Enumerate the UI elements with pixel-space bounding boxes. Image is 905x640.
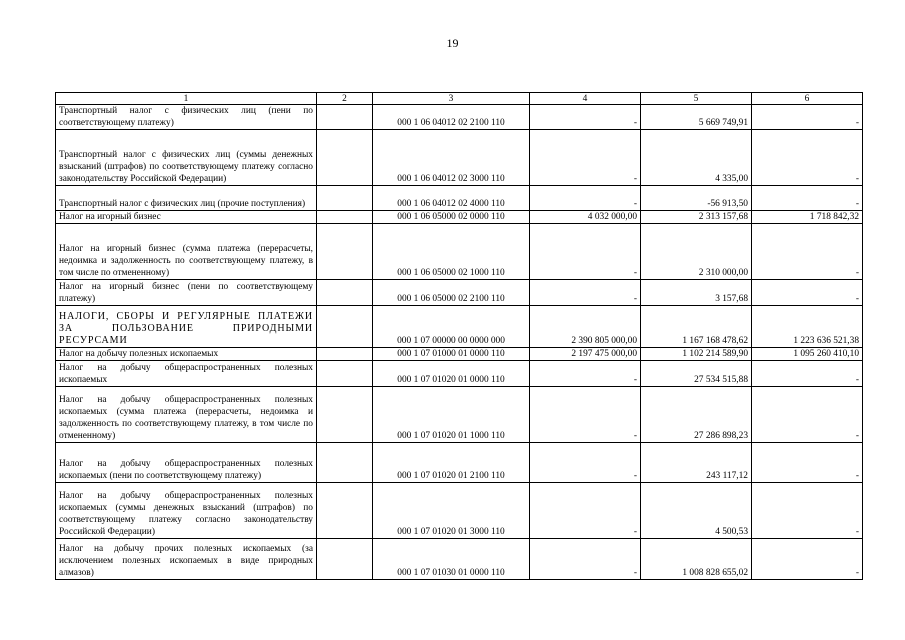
row-code: 000 1 07 01020 01 1000 110 — [373, 387, 530, 443]
row-col4: 2 390 805 000,00 — [530, 306, 641, 348]
row-name: Налог на добычу общераспространенных полезных ископаемых (сумма платежа (перерасчеты, недоимка и задолженность по соответствующему платежу, в том числе по отмененному) — [56, 387, 317, 443]
row-col6: 1 095 260 410,10 — [752, 348, 863, 361]
column-header: 2 — [317, 93, 373, 105]
row-code: 000 1 07 01000 01 0000 110 — [373, 348, 530, 361]
row-name: Налог на добычу полезных ископаемых — [56, 348, 317, 361]
row-col6: - — [752, 443, 863, 483]
row-col2 — [317, 348, 373, 361]
row-col6: - — [752, 387, 863, 443]
table-row — [56, 348, 863, 361]
row-col4: - — [530, 130, 641, 186]
row-col2 — [317, 306, 373, 348]
row-name: Налог на добычу общераспространенных полезных ископаемых — [56, 361, 317, 387]
row-col5: 4 335,00 — [641, 130, 752, 186]
row-col5: 1 102 214 589,90 — [641, 348, 752, 361]
row-name: Налог на игорный бизнес (пени по соответствующему платежу) — [56, 280, 317, 306]
row-col5: 2 310 000,00 — [641, 224, 752, 280]
row-name: Налог на игорный бизнес — [56, 211, 317, 224]
row-col2 — [317, 539, 373, 580]
row-col5: 4 500,53 — [641, 483, 752, 539]
row-col5: 5 669 749,91 — [641, 105, 752, 130]
table-row — [56, 539, 863, 580]
row-code: 000 1 06 04012 02 4000 110 — [373, 186, 530, 211]
row-col4: - — [530, 443, 641, 483]
table-header-row — [56, 93, 863, 105]
row-name: Налог на добычу общераспространенных полезных ископаемых (пени по соответствующему платежу) — [56, 443, 317, 483]
row-col4: 4 032 000,00 — [530, 211, 641, 224]
row-col2 — [317, 105, 373, 130]
row-col4: - — [530, 361, 641, 387]
row-col5: 3 157,68 — [641, 280, 752, 306]
column-header: 5 — [641, 93, 752, 105]
row-col6: - — [752, 224, 863, 280]
row-col2 — [317, 130, 373, 186]
row-col6: - — [752, 186, 863, 211]
row-code: 000 1 07 01020 01 3000 110 — [373, 483, 530, 539]
row-code: 000 1 06 04012 02 3000 110 — [373, 130, 530, 186]
row-col4: - — [530, 280, 641, 306]
column-header: 1 — [56, 93, 317, 105]
row-col6: - — [752, 483, 863, 539]
row-code: 000 1 06 05000 02 1000 110 — [373, 224, 530, 280]
row-col5: 27 534 515,88 — [641, 361, 752, 387]
row-name: Налог на добычу прочих полезных ископаемых (за исключением полезных ископаемых в виде природных алмазов) — [56, 539, 317, 580]
row-col6: 1 223 636 521,38 — [752, 306, 863, 348]
row-col2 — [317, 186, 373, 211]
row-name: НАЛОГИ, СБОРЫ И РЕГУЛЯРНЫЕ ПЛАТЕЖИ ЗА ПОЛЬЗОВАНИЕ ПРИРОДНЫМИ РЕСУРСАМИ — [56, 306, 317, 348]
row-col2 — [317, 443, 373, 483]
row-code: 000 1 07 01020 01 0000 110 — [373, 361, 530, 387]
row-col4: - — [530, 539, 641, 580]
row-col4: - — [530, 105, 641, 130]
table-row — [56, 306, 863, 348]
row-col5: 1 008 828 655,02 — [641, 539, 752, 580]
row-code: 000 1 06 05000 02 0000 110 — [373, 211, 530, 224]
row-code: 000 1 07 01030 01 0000 110 — [373, 539, 530, 580]
table-row — [56, 130, 863, 186]
row-col6: 1 718 842,32 — [752, 211, 863, 224]
row-col4: 2 197 475 000,00 — [530, 348, 641, 361]
row-code: 000 1 06 04012 02 2100 110 — [373, 105, 530, 130]
row-col5: -56 913,50 — [641, 186, 752, 211]
table-row — [56, 387, 863, 443]
row-col6: - — [752, 539, 863, 580]
row-col6: - — [752, 280, 863, 306]
table-row — [56, 224, 863, 280]
table-row — [56, 443, 863, 483]
table-row — [56, 105, 863, 130]
row-name: Транспортный налог с физических лиц (пени по соответствующему платежу) — [56, 105, 317, 130]
row-col5: 243 117,12 — [641, 443, 752, 483]
column-header: 3 — [373, 93, 530, 105]
table-row — [56, 211, 863, 224]
row-code: 000 1 07 01020 01 2100 110 — [373, 443, 530, 483]
row-col4: - — [530, 186, 641, 211]
table-row — [56, 483, 863, 539]
row-col2 — [317, 387, 373, 443]
table-row — [56, 280, 863, 306]
row-col2 — [317, 224, 373, 280]
row-name: Налог на игорный бизнес (сумма платежа (перерасчеты, недоимка и задолженность по соответствующему платежу, в том числе по отмененному) — [56, 224, 317, 280]
table-row — [56, 186, 863, 211]
row-col4: - — [530, 387, 641, 443]
row-col6: - — [752, 361, 863, 387]
row-col4: - — [530, 224, 641, 280]
row-col4: - — [530, 483, 641, 539]
row-code: 000 1 06 05000 02 2100 110 — [373, 280, 530, 306]
column-header: 6 — [752, 93, 863, 105]
row-col2 — [317, 361, 373, 387]
row-col5: 27 286 898,23 — [641, 387, 752, 443]
table-row — [56, 361, 863, 387]
row-col5: 1 167 168 478,62 — [641, 306, 752, 348]
row-col5: 2 313 157,68 — [641, 211, 752, 224]
row-col2 — [317, 483, 373, 539]
row-col2 — [317, 280, 373, 306]
page-number: 19 — [446, 36, 459, 50]
row-name: Транспортный налог с физических лиц (суммы денежных взысканий (штрафов) по соответствующему платежу согласно законодательству Российской Федерации) — [56, 130, 317, 186]
row-code: 000 1 07 00000 00 0000 000 — [373, 306, 530, 348]
row-col6: - — [752, 130, 863, 186]
row-name: Транспортный налог с физических лиц (прочие поступления) — [56, 186, 317, 211]
row-col6: - — [752, 105, 863, 130]
row-col2 — [317, 211, 373, 224]
row-name: Налог на добычу общераспространенных полезных ископаемых (суммы денежных взысканий (штрафов) по соответствующему платежу согласно законодательству Российской Федерации) — [56, 483, 317, 539]
column-header: 4 — [530, 93, 641, 105]
budget-table — [55, 92, 863, 580]
